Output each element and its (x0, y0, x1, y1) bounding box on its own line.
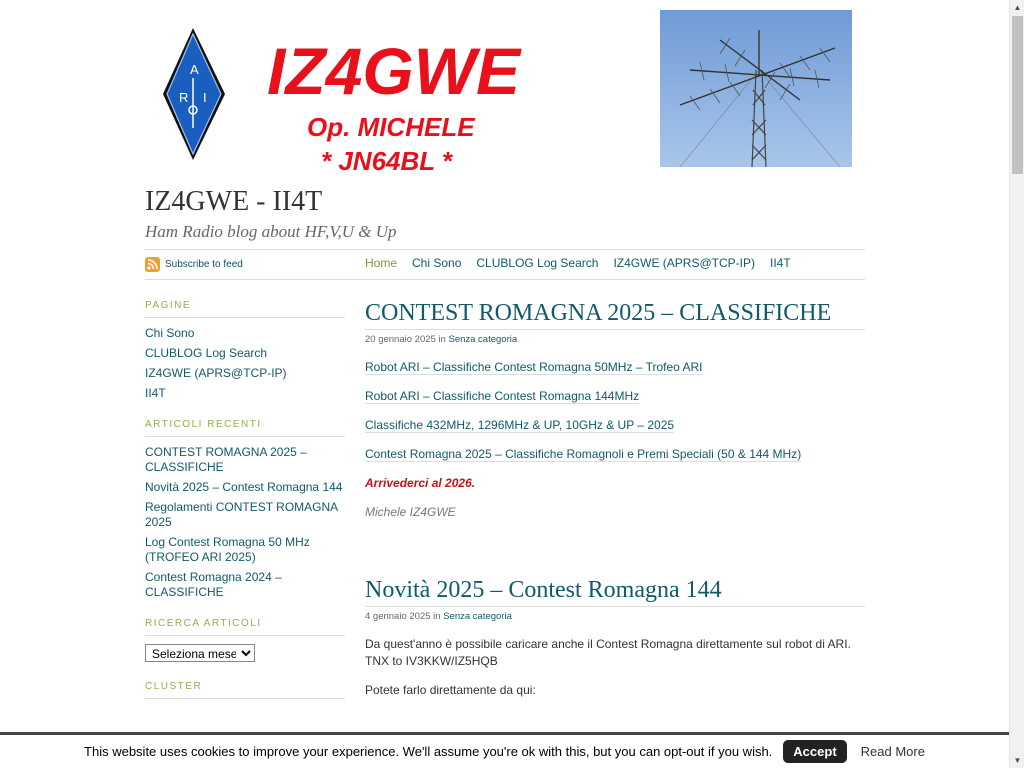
site-title[interactable]: IZ4GWE - II4T (145, 186, 323, 217)
post (365, 577, 865, 699)
cookie-accept-button[interactable]: Accept (783, 740, 846, 763)
sidebar (145, 300, 345, 717)
nav-home[interactable]: Home (365, 256, 398, 270)
cookie-consent-bar (0, 732, 1009, 768)
navbar (145, 249, 865, 280)
post-link-classifiche-50[interactable]: Robot ARI – Classifiche Contest Romagna 50MHz – Trofeo ARI (365, 360, 703, 374)
main-nav (365, 256, 806, 270)
widget-title-search: RICERCA ARTICOLI (145, 618, 345, 636)
nav-ii4t[interactable]: II4T (769, 256, 791, 270)
callsign-logo-text: IZ4GWE (267, 34, 521, 108)
post-link-classifiche-432[interactable]: Classifiche 432MHz, 1296MHz & UP, 10GHz & UP – 2025 (365, 418, 675, 432)
page-scrollbar[interactable] (1009, 0, 1024, 768)
post (365, 300, 865, 521)
site-tagline: Ham Radio blog about HF,V,U & Up (145, 222, 397, 241)
rss-label: Subscribe to feed (165, 259, 243, 270)
operator-text: Op. MICHELE (307, 112, 475, 142)
post-date: 4 gennaio 2025 (365, 611, 431, 622)
sidebar-page-chi-sono[interactable]: Chi Sono (145, 326, 195, 340)
ari-diamond-logo (163, 28, 225, 160)
scroll-up-arrow-icon[interactable]: ▲ (1013, 3, 1022, 12)
rss-icon (145, 257, 160, 272)
cookie-read-more-link[interactable]: Read More (860, 744, 925, 759)
post-in: in (433, 611, 441, 622)
post-in: in (438, 334, 446, 345)
post-paragraph: Da quest'anno è possibile caricare anche il Contest Romagna direttamente sul robot di ARI. TNX to IV3KKW/IZ5HQB (365, 637, 851, 668)
post-date: 20 gennaio 2025 (365, 334, 436, 345)
cookie-text: This website uses cookies to improve your experience. We'll assume you're ok with this, but you can opt-out if you wish. (84, 744, 773, 759)
post-signature: Michele IZ4GWE (365, 505, 456, 519)
scroll-thumb[interactable] (1012, 16, 1023, 174)
recent-post-link[interactable]: Novità 2025 – Contest Romagna 144 (145, 480, 343, 494)
archive-month-select[interactable] (145, 644, 255, 662)
post-link-classifiche-144[interactable]: Robot ARI – Classifiche Contest Romagna 144MHz (365, 389, 640, 403)
main-content (365, 300, 865, 739)
widget-title-pages: PAGINE (145, 300, 345, 318)
nav-clublog-log-search[interactable]: CLUBLOG Log Search (476, 256, 599, 270)
post-body (365, 359, 865, 521)
recent-post-link[interactable]: Contest Romagna 2024 – CLASSIFICHE (145, 570, 282, 599)
post-link-classifiche-romagnoli[interactable]: Contest Romagna 2025 – Classifiche Romagnoli e Premi Speciali (50 & 144 MHz) (365, 447, 802, 461)
svg-text:A: A (190, 62, 199, 77)
post-category-link[interactable]: Senza categoria (443, 611, 512, 622)
sidebar-page-clublog[interactable]: CLUBLOG Log Search (145, 346, 268, 360)
rss-subscribe-link[interactable] (145, 257, 243, 272)
recent-post-link[interactable]: Regolamenti CONTEST ROMAGNA 2025 (145, 500, 338, 529)
cluster-widget (145, 681, 345, 699)
antenna-photo (660, 10, 852, 167)
svg-text:I: I (203, 90, 207, 105)
recent-posts-widget (145, 419, 345, 600)
header-banner[interactable] (145, 10, 625, 180)
widget-title-cluster: CLUSTER (145, 681, 345, 699)
locator-text: * JN64BL * (321, 146, 453, 176)
post-title-link[interactable]: Novità 2025 – Contest Romagna 144 (365, 577, 865, 607)
pages-widget (145, 300, 345, 401)
widget-title-recent: ARTICOLI RECENTI (145, 419, 345, 437)
post-category-link[interactable]: Senza categoria (448, 334, 518, 345)
recent-post-link[interactable]: Log Contest Romagna 50 MHz (TROFEO ARI 2025) (145, 535, 310, 564)
scroll-down-arrow-icon[interactable]: ▼ (1013, 756, 1022, 765)
nav-aprs[interactable]: IZ4GWE (APRS@TCP-IP) (613, 256, 755, 270)
sidebar-page-ii4t[interactable]: II4T (145, 386, 166, 400)
post-title-link[interactable]: CONTEST ROMAGNA 2025 – CLASSIFICHE (365, 300, 865, 330)
nav-chi-sono[interactable]: Chi Sono (412, 256, 462, 270)
header-logo (145, 10, 625, 180)
post-meta (365, 334, 865, 345)
recent-post-link[interactable]: CONTEST ROMAGNA 2025 – CLASSIFICHE (145, 445, 307, 474)
post-farewell: Arrivederci al 2026. (365, 476, 476, 490)
post-body (365, 636, 865, 699)
archive-widget (145, 618, 345, 663)
svg-text:R: R (179, 90, 189, 105)
post-meta (365, 611, 865, 622)
post-paragraph: Potete farlo direttamente da qui: (365, 683, 536, 697)
sidebar-page-aprs[interactable]: IZ4GWE (APRS@TCP-IP) (145, 366, 287, 380)
